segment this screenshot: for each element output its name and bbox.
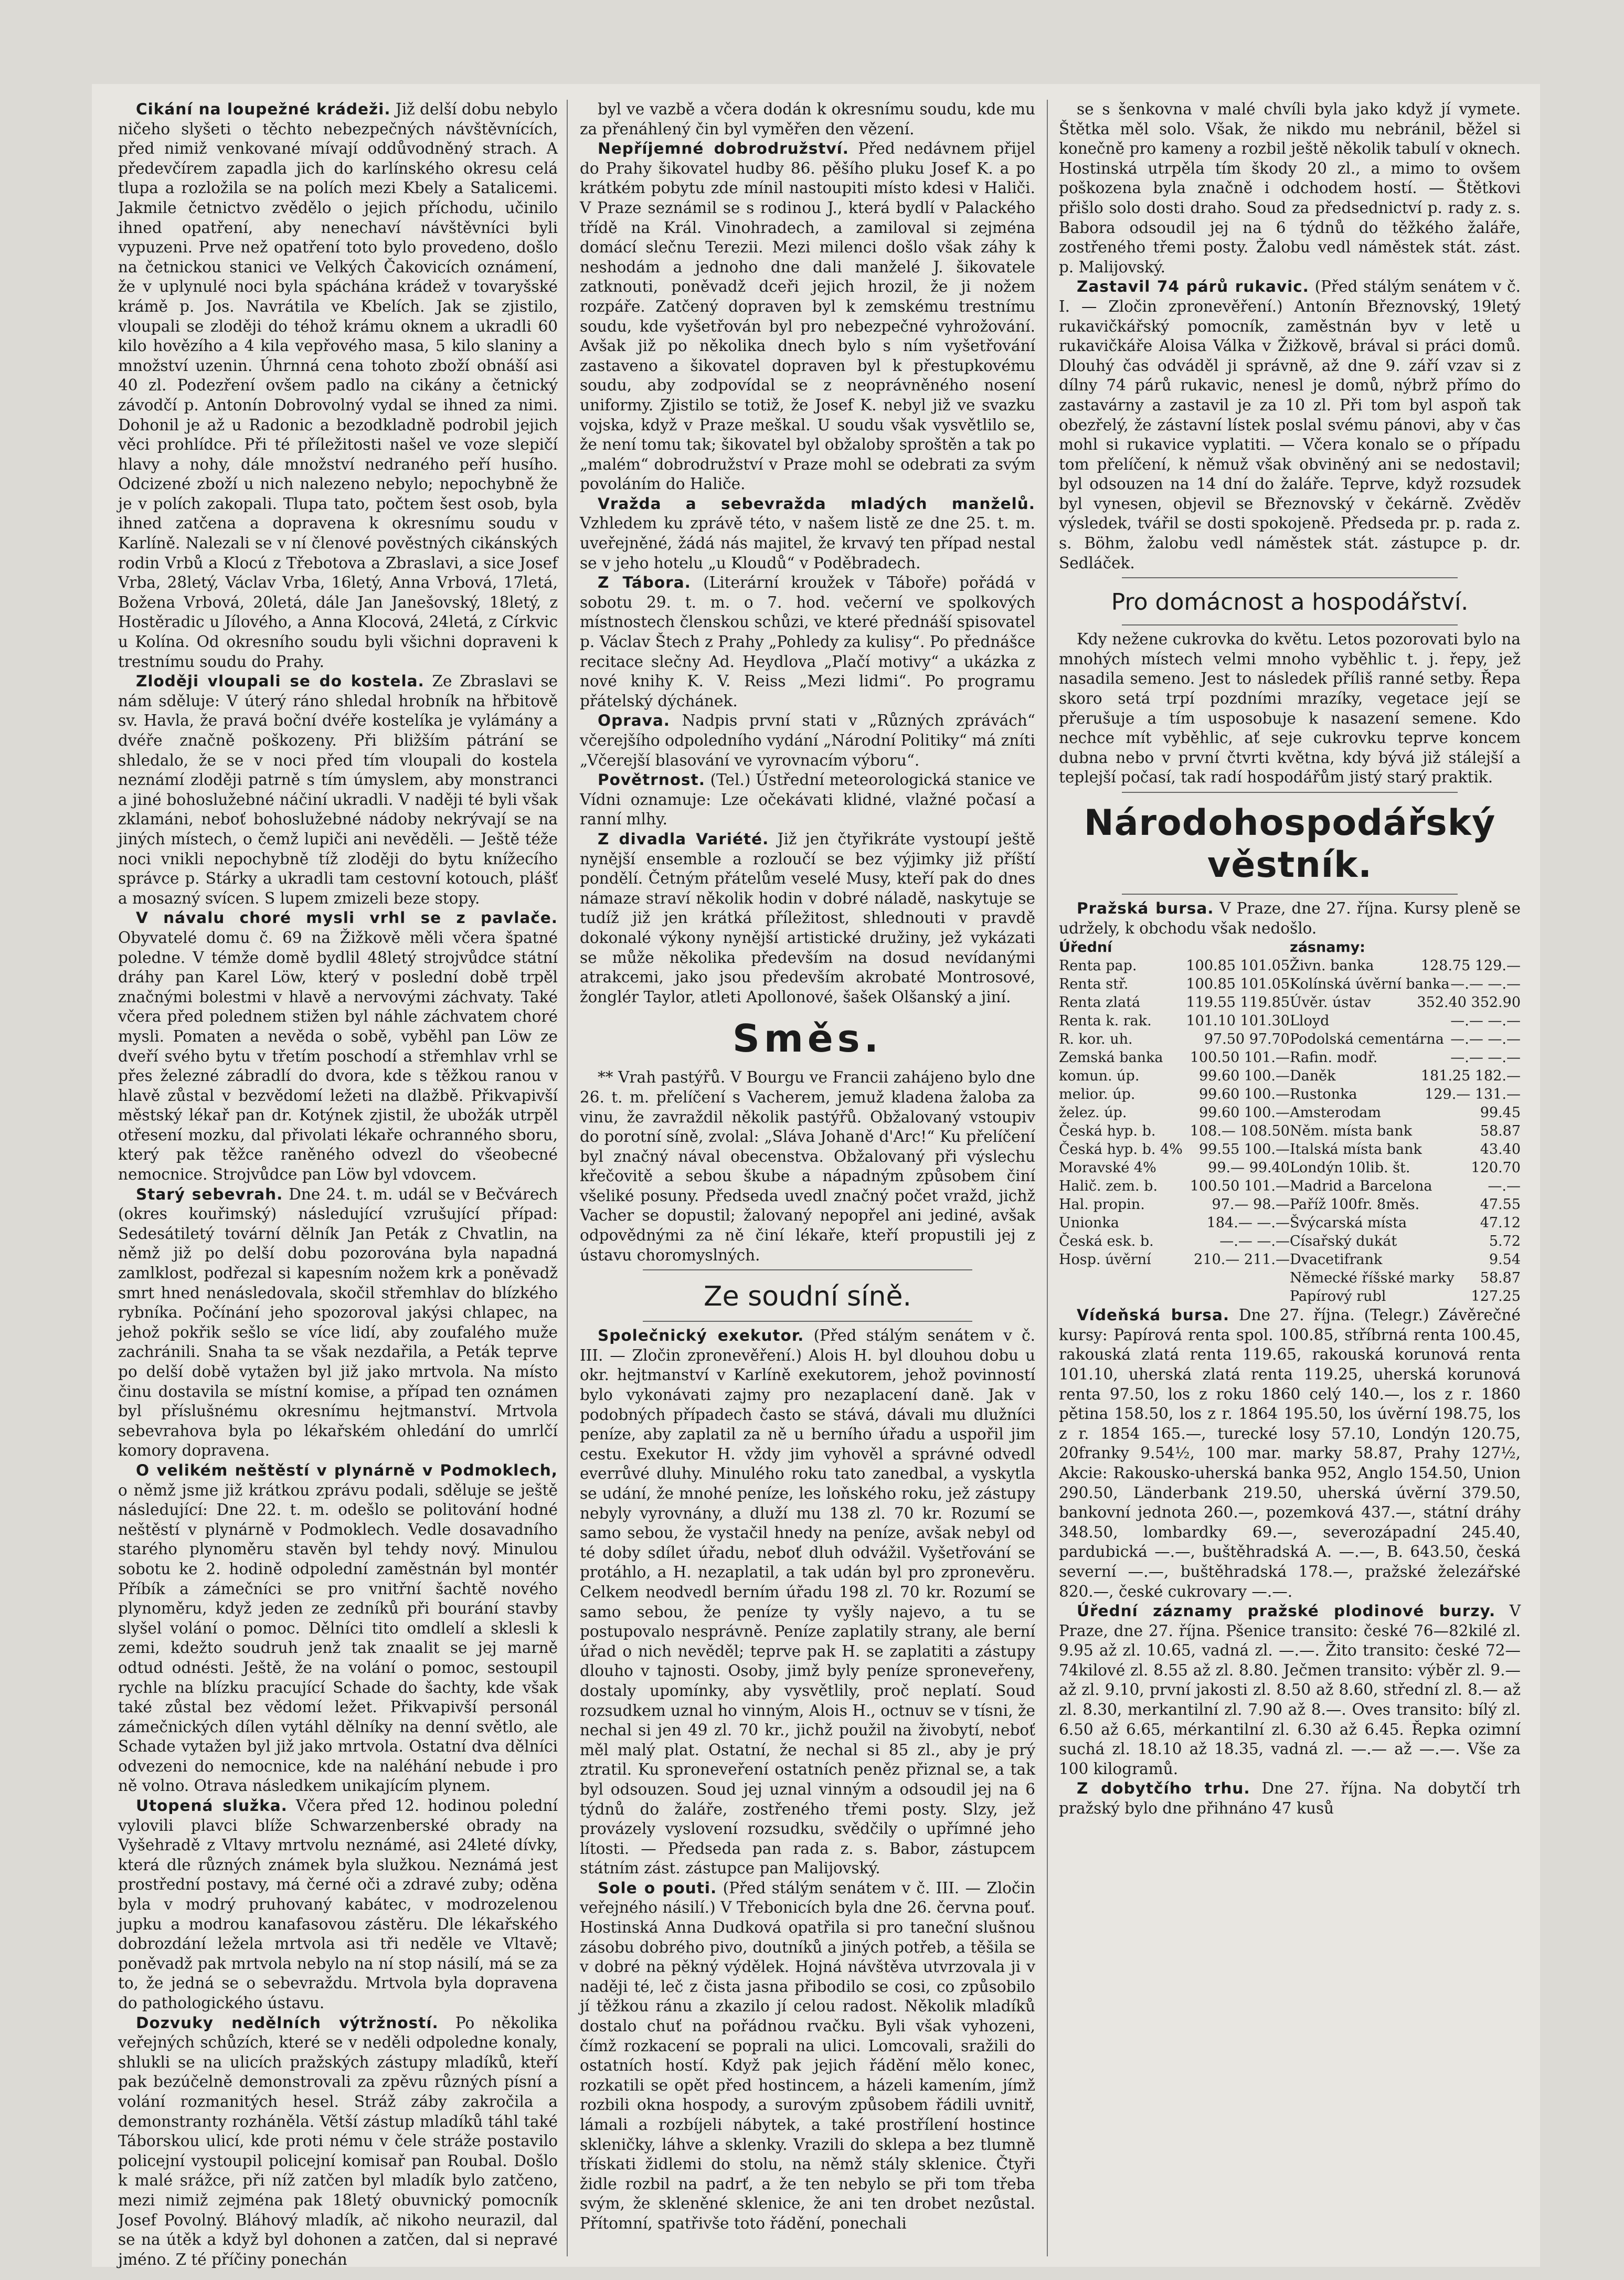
article: Z divadla Variété. Již jen čtyřikráte vystoupí ještě nynější ensemble a rozloučí se bez výjimky již příští pondělí. Četným přátelům veselé Musy, kteří pak do dnes námaze straví několik hodin v dobré náladě, naskytuje se tudíž již jen krátká příležitost, shlednouti v pravdě dokonalé výkony nynější artistické družiny, jež vykázati se může několika především na dosud nevídanými atrakcemi, jako jsou především akrobaté Montrosové, žonglér Taylor, atleti Apollonové, šašek Olšanský a jiní. — [580, 830, 1035, 1006]
bourse-cell-left — [1059, 1214, 1290, 1232]
bourse-row — [1059, 993, 1521, 1012]
security-price: 120.70 — [1471, 1160, 1521, 1176]
column-1 — [118, 100, 558, 2268]
security-name: Papírový rubl — [1290, 1288, 1386, 1305]
column-2 — [580, 100, 1035, 2256]
bourse-cell-left — [1059, 1287, 1290, 1306]
security-price: —.— —.— — [1450, 1031, 1521, 1048]
bourse-cell-right — [1290, 1067, 1521, 1085]
divider — [1122, 792, 1458, 793]
divider — [643, 1269, 972, 1270]
security-name: Londýn 10lib. št. — [1290, 1160, 1410, 1176]
section-title-court: Ze soudní síně. — [704, 1281, 911, 1313]
security-name: Renta pap. — [1059, 958, 1137, 974]
security-price: 128.75 129.— — [1420, 958, 1521, 974]
bourse-cell-right — [1290, 975, 1521, 993]
security-price: 210.— 211.— — [1194, 1252, 1290, 1268]
bourse-cell-right — [1290, 1214, 1521, 1232]
security-price: 97.— 98.— — [1212, 1196, 1290, 1213]
article: Utopená služka. Včera před 12. hodinou polední vylovili plavci blíže Schwarzenberské obrady na Vyšehradě z Vltavy mrtvolu neznámé, asi 24leté dívky, která dle různých známek byla služkou. Neznámá jest prostřední postavy, má černé oči a zdravé zuby; oděna byla v modrý pruhovaný kabátec, v modrozelenou jupku a modrou kanafasovou zástěru. Dle lékařského dobrozdání ležela mrtvola asi tři neděle ve Vltavě; poněvadž pak mrtvola nebylo na ní stop násilí, má se za to, že jedná se o sebevraždu. Mrtvola byla dopravena do pathologického ústavu. — [118, 1797, 558, 2012]
bourse-row — [1059, 1122, 1521, 1140]
security-name: Hal. propin. — [1059, 1196, 1145, 1213]
security-price: 184.— —.— — [1206, 1215, 1290, 1232]
article: Zloději vloupali se do kostela. Ze Zbraslavi se nám sděluje: V úterý ráno shledal hrobník na hřbitově sv. Havla, že pravá boční dvéře kostelíka je vylámány a dvéře značně poškozeny. Při bližším pátrání se shledalo, že se v noci před tím vloupali do kostela neznámí zloději patrně s tím úmyslem, aby monstranci a jiné bohoslužebné náčiní ukradli. V naději té byli však zklamáni, neboť bohoslužebné nádoby nekrývají se na jiných místech, o čemž lupiči ani nevěděli. — Ještě téže noci vnikli nepochybně tíž zloději do bytu knížecího správce p. Stárky a ukradli tam cestovní kotouch, plášť a mosazný svícen. S lupem zmizeli beze stopy. — [118, 672, 558, 907]
security-price: 99.60 100.— — [1199, 1086, 1290, 1103]
divider — [643, 1321, 972, 1322]
security-price: —.— —.— — [1219, 1233, 1290, 1250]
bourse-cell-right — [1290, 1250, 1521, 1269]
security-name: Česká esk. b. — [1059, 1233, 1154, 1250]
bourse-cell-right — [1290, 1140, 1521, 1159]
security-name: Německé říšské marky — [1290, 1270, 1455, 1287]
bourse-row — [1059, 1012, 1521, 1030]
bourse-row — [1059, 1250, 1521, 1269]
security-name: želez. úp. — [1059, 1105, 1127, 1121]
bourse-cell-left — [1059, 1140, 1290, 1159]
bourse-cell-right — [1290, 1012, 1521, 1030]
security-name: Italská místa bank — [1290, 1141, 1422, 1158]
bourse-row — [1059, 1067, 1521, 1085]
security-price: —.— —.— — [1450, 976, 1521, 993]
bourse-row — [1059, 1214, 1521, 1232]
bourse-row — [1059, 975, 1521, 993]
security-name: Rustonka — [1290, 1086, 1357, 1103]
bourse-table — [1059, 938, 1521, 1306]
security-price: 100.50 101.— — [1190, 1049, 1290, 1066]
security-name: Renta stř. — [1059, 976, 1129, 993]
divider — [1122, 894, 1458, 895]
bourse-cell-left — [1059, 1030, 1290, 1048]
security-price: 99.60 100.— — [1199, 1105, 1290, 1121]
bourse-header: Úřední zásnamy: — [1059, 939, 1365, 956]
bourse-cell-right — [1290, 1195, 1521, 1214]
bourse-cell-left — [1059, 975, 1290, 993]
security-name: Halič. zem. b. — [1059, 1178, 1158, 1195]
bourse-row — [1059, 1140, 1521, 1159]
security-price: 127.25 — [1471, 1288, 1521, 1305]
security-price: 97.50 97.70 — [1204, 1031, 1290, 1048]
bourse-cell-right — [1290, 1030, 1521, 1048]
bourse-cell-left — [1059, 1048, 1290, 1067]
security-price: 108.— 108.50 — [1190, 1123, 1290, 1140]
security-price: 101.10 101.30 — [1186, 1013, 1290, 1030]
bourse-cell-left — [1059, 1177, 1290, 1195]
security-name: Zemská banka — [1059, 1049, 1163, 1066]
article: Z Tábora. (Literární kroužek v Táboře) pořádá v sobotu 29. t. m. o 7. hod. večerní ve spolkových místnostech členskou schůzi, ve které přednáší spisovatel p. Václav Štech z Prahy „Pohledy za kulisy“. Po přednášce recitace slečny Ad. Heydlova „Plačí motivy“ a ukázka z nové knihy K. V. Reiss „Mezi lidmi“. Po programu přátelský dýchánek. — [580, 574, 1035, 710]
column-rule — [567, 100, 568, 2256]
article: Povětrnost. (Tel.) Ústřední meteorologická stanice ve Vídni oznamuje: Lze očekávati klidné, vlažné počasí a ranní mlhy. — [580, 771, 1035, 829]
bourse-cell-right — [1290, 1122, 1521, 1140]
security-price: 58.87 — [1480, 1270, 1521, 1287]
bourse-cell-right — [1290, 1232, 1521, 1250]
bourse-row — [1059, 1232, 1521, 1250]
bourse-row — [1059, 1269, 1521, 1287]
article: Společnický exekutor. (Před stálým senátem v č. III. — Zločin zpronevěření.) Alois H. byl dlouhou dobu u okr. hejtmanství v Karlíně exekutorem, jehož povinností bylo vykonávati zajmy pro nezaplacení daně. Jak v podobných případech často se stává, dávali mu dlužníci peníze, aby zaplatil za ně u berního úřadu a uspořil jim cestu. Exekutor H. vždy jim vyhověl a správné odvedl everrůvé dluhy. Minulého roku tato zanedbal, a vyskytla se udání, že mnohé peníze, les loňského roku, jež zástupy nebyly vyrovnány, a dluží mu 138 zl. 70 kr. Rozumí se samo sebou, že vystačil hnedy na peníze, avšak nebyl od té doby sdílet úřadu, neboť dluh odvážil. Vyšetřování se protáhlo, a H. nezaplatil, a tak udán byl pro zpronevěru. Celkem neodvedl berním úřadu 198 zl. 70 kr. Rozumí se samo sebou, že peníze ty vyšly najevo, a tu se postupovalo nesprávně. Peníze zaplatily strany, ale berní úřad o nich nevěděl; teprve pak H. se zaplatiti a zástupy dlouho v tajnosti. Osoby, jimž byly peníze sproneveřeny, dostaly upomínky, aby vysvětlily, proč neplatí. Soud rozsudkem uznal ho vinným, Alois H., octnuv se v tísni, že nechal si jen 49 zl. 70 kr., jichž použil na živobytí, neboť měl malý plat. Ostatní, že nechal si 85 zl., aby je prý ztratil. Ku sproneveření ostatních peněz přiznal se, a tak byl odsouzen. Soud jej uznal vinným a odsoudil jej na 6 týdnů do žaláře, zostřeného třemi posty. Slzy, jež provázely vyslovení rozsudku, svědčily o upřímné jeho lítosti. — Předseda pan rada z. s. Babor, zástupcem státním zást. zástupce pan Malijovský. — [580, 1327, 1035, 1878]
security-price: 47.55 — [1480, 1196, 1521, 1213]
bourse-cell-left — [1059, 1250, 1290, 1269]
security-price: 181.25 182.— — [1420, 1068, 1521, 1085]
security-name: Císařský dukát — [1290, 1233, 1397, 1250]
security-price: 100.85 101.05 — [1186, 958, 1290, 974]
column-3 — [1059, 100, 1521, 2256]
bourse-cell-left — [1059, 1104, 1290, 1122]
bourse-cell-right — [1290, 1287, 1521, 1306]
bourse-row — [1059, 1177, 1521, 1195]
bourse-cell-right — [1290, 957, 1521, 975]
divider — [1122, 577, 1458, 578]
security-name: Hosp. úvěrní — [1059, 1252, 1151, 1268]
security-name: Rafin. modř. — [1290, 1049, 1378, 1066]
article: Oprava. Nadpis první stati v „Různých zprávách“ včerejšího odpoledního vydání „Národní Politiky“ má zníti „Včerejší blasování ve vyrovnacím výboru“. — [580, 712, 1035, 769]
security-name: Švýcarská místa — [1290, 1215, 1407, 1232]
bourse-cell-left — [1059, 1195, 1290, 1214]
bourse-row — [1059, 1104, 1521, 1122]
security-name: Kolínská úvěrní banka — [1290, 976, 1450, 993]
bourse-cell-right — [1290, 1269, 1521, 1287]
newspaper-page — [92, 84, 1540, 2267]
security-name: Paříž 100fr. 8měs. — [1290, 1196, 1420, 1213]
bourse-cell-right — [1290, 1159, 1521, 1177]
bourse-cell-right — [1290, 1085, 1521, 1104]
article: Dozvuky nedělních výtržností. Po několika veřejných schůzích, které se v neděli odpoledne konaly, shlukli se na ulicích pražských zástupy mladíků, kteří pak bezúčelně demonstrovali za zpěvu různých písní a volání rozmanitých hesel. Stráž záby zakročila a demonstranty rozháněla. Větší zástup mladíků táhl také Táborskou ulicí, kde proti nému v čele stráže postavilo policejní vystoupil policejní komisař pan Roubal. Došlo k malé srážce, při níž zatčen byl mladík bylo zatčeno, mezi nimiž zejména pak 18letý obuvnický pomocník Josef Povolný. Bláhový mladík, ač nikoho neurazil, dal se na útěk a když byl dohonen a zatčen, dal si nepravé jméno. Z té příčiny ponechán — [118, 2013, 558, 2268]
security-name: Podolská cementárna — [1290, 1031, 1444, 1048]
bourse-cell-right — [1290, 1104, 1521, 1122]
security-name: Daněk — [1290, 1068, 1336, 1085]
security-price: 99.55 100.— — [1199, 1141, 1290, 1158]
security-name: Madrid a Barcelona — [1290, 1178, 1432, 1195]
bourse-cell-right — [1290, 1048, 1521, 1067]
security-price: 43.40 — [1480, 1141, 1521, 1158]
section-title-smes: Směs. — [733, 1016, 883, 1061]
security-name: Moravské 4% — [1059, 1160, 1156, 1176]
bourse-cell-left — [1059, 1159, 1290, 1177]
security-price: 9.54 — [1489, 1252, 1521, 1268]
article: Úřední záznamy pražské plodinové burzy. V Praze, dne 27. října. Pšenice transito: české 76—82kilé zl. 9.95 až zl. 10.65, vadná zl. —.—. Žito transito: české 72—74kilové zl. 8.55 až zl. 8.80. Ječmen transito: výběr zl. 9.— až zl. 9.10, první jakosti zl. 8.50 až 8.60, střední zl. 8.— až zl. 8.30, merkantilní zl. 7.90 až 8.—. Oves transito: bílý zl. 6.50 až 6.65, mérkantilní zl. 6.30 až 6.45. Řepka ozimní suchá zl. 18.10 až 18.35, vadná zl. —.— až —.—. Vše za 100 kilogramů. — [1059, 1602, 1521, 1778]
article: Cikání na loupežné krádeži. Již delší dobu nebylo ničeho slyšeti o těchto nebezpečných návštěvnících, před nimiž venkované mívají oddůvodněný strach. A předevčírem zapadla jich do karlínského okresu celá tlupa a rozložila se na polích mezi Kbely a Satalicemi. Jakmile četnictvo zvědělo o jejich příchodu, učinilo ihned opatření, aby nenechaví návštěvníci byli vypuzeni. Prve než opatření toto bylo provedeno, došlo na četnickou stanici ve Velkých Čakovicích oznámení, že v uplynulé noci byla spáchána krádež v tovaryšské krámě p. Jos. Navrátila ve Kbelích. Jak se zjistilo, vloupali se zloději do téhož krámu oknem a ukradli 60 kilo hovězího a 4 kila vepřového masa, 5 kilo slaniny a množství uzenin. Úhrnná cena tohoto zboží obnáší asi 40 zl. Podezření ovšem padlo na cikány a četnický závodčí p. Antonín Dobrovolný vydal se ihned za nimi. Dohonil je až u Radonic a bezodkladně podrobil jejich věci prohlídce. Při té příležitosti našel ve voze slepičí hlavy a nohy, dále množství nedraného peří husího. Odcizené zboží u nich nalezeno nebylo; nepochybně že je v polích zakopali. Tlupa tato, počtem šest osob, byla ihned zatčena a dopravena k okresnímu soudu v Karlíně. Nalezali se v ní členové pověstných cikánských rodin Vrbů a Klocú z Třebotova a Zbraslavi, a sice Josef Vrba, 28letý, Václav Vrba, 16letý, Anna Vrbová, 17letá, Božena Vrbová, 20letá, dále Jan Janešovský, 18letý, z Hostěradic u Jílového, a Anna Klocová, 24letá, z Církvic u Kolína. Od okresního soudu byli všichni dopraveni k trestnímu soudu do Prahy. — [118, 100, 558, 671]
security-name: R. kor. uh. — [1059, 1031, 1133, 1048]
section-title-economy: Národohospodářský věstník. — [1084, 802, 1496, 886]
article: Vražda a sebevražda mladých manželů. Vzhledem ku zprávě této, v našem listě ze dne 25. t. m. uveřejněné, žádá nás majitel, že krvavý ten případ nestal se v jeho hotelu „u Kloudů“ v Poděbradech. — [580, 494, 1035, 572]
article: O velikém neštěstí v plynárně v Podmoklech, o němž jsme již krátkou zprávu podali, sděluje se ještě následující: Dne 22. t. m. odešlo se politování hodné neštěstí v plynárně v Podmoklech. Vedle dosavadního starého plynoměru stavěn byl tehdy nový. Minulou sobotu ke 2. hodině odpolední zaměstnán byl montér Příbík a zámečníci se pro vnitřní šachtě nového plynoměru, když jeden ze zedníků při bourání stavby slyšel volání o pomoc. Dělníci tito omdlelí a sklesli k zemi, kdežto soudruh jenž tak znaalit se jej marně odtud odnésti. Ještě, že na volání o pomoc, sestoupil rychle na blízku pracující Schade do šachty, kde však také zůstal bez vědomí ležet. Přikvapivší personál zámečnických dílen vytáhl dělníky na denní světlo, ale Schade vytažen byl již jako mrtvola. Ostatní dva dělníci odvezeni do nemocnice, kde na naléhání nebude i pro ně volno. Otrava následkem unikajícím plynem. — [118, 1461, 558, 1795]
security-name: Něm. místa bank — [1290, 1123, 1413, 1140]
bourse-intro: Pražská bursa. V Praze, dne 27. října. Kursy pleně se udržely, k obchodu však nedošlo. — [1059, 899, 1521, 937]
article: Vídeňská bursa. Dne 27. října. (Telegr.) Závěrečné kursy: Papírová renta spol. 100.85, stříbrná renta 100.45, rakouská zlatá renta 119.65, rakouská korunová renta 101.10, uherská zlatá renta 119.25, uherská korunová renta 97.50, los z roku 1860 celý 140.—, los z r. 1860 pětina 158.50, los z r. 1864 195.50, los úvěrní 198.75, los z r. 1854 165.—, turecké losy 57.10, Londýn 120.75, 20franky 9.54½, 100 mar. marky 58.87, Prahy 127½, Akcie: Rakousko-uherská banka 952, Anglo 154.50, Union 290.50, Länderbank 219.50, uherská úvěrní 379.50, bankovní jednota 260.—, pozemková 437.—, státní dráhy 348.50, lombardky 69.—, severozápadní 245.40, pardubická —.—, buštěhradská A. —.—, B. 643.50, česká severní —.—, buštěhradská 178.—, pražské železářské 820.—, české cukrovary —.—. — [1059, 1306, 1521, 1600]
bourse-row — [1059, 1195, 1521, 1214]
security-price: —.— —.— — [1450, 1013, 1521, 1030]
article: Kdy nežene cukrovka do květu. Letos pozorovati bylo na mnohých místech velmi mnoho vyběhlic t. j. řepy, jež nasadila semeno. Jest to následek příliš ranné setby. Řepa skoro setá trpí pozdními mrazíky, vegetace její se přerušuje a tím usposobuje k nasazení semene. Kdo nechce mít vyběhlic, ať seje cukrovku teprve koncem dubna nebo v první čtvrti května, kdy bývá již stálejší a teplejší počasí, tak radí hospodářům jistý starý praktik. — [1059, 630, 1521, 787]
security-price: —.— — [1488, 1178, 1521, 1195]
section-title-home: Pro domácnost a hospodářství. — [1111, 589, 1469, 616]
article: V návalu choré mysli vrhl se z pavlače. Obyvatelé domu č. 69 na Žižkově měli včera špatné poledne. V témže domě bydlil 48letý strojvůdce státní dráhy pan Karel Löw, který v poslední době trpěl značnými bolestmi v hlavě a nervovými záchvaty. Také včera před polednem stižen byl náhle záchvatem choré mysli. Pomaten a nevěda o sobě, vyběhl pan Löw ze dveří svého bytu v třetím poschodí a střemhlav vrhl se přes železné zábradlí do dvora, kde s těžkou ranou v hlavě zůstal v bezvědomí ležeti na dlažbě. Přikvapivší městský lékař pan dr. Kotýnek zjistil, že ubožák utrpěl otřesení mozku, dal přivolati lékaře ochranného sboru, který pak těžce raněného odvezl do všeobecné nemocnice. Strojvůdce pan Löw byl vdovcem. — [118, 909, 558, 1184]
bourse-row — [1059, 957, 1521, 975]
security-price: 99.45 — [1480, 1105, 1521, 1121]
bourse-cell-left — [1059, 1012, 1290, 1030]
security-name: Amsterodam — [1290, 1105, 1381, 1121]
bourse-row — [1059, 1085, 1521, 1104]
security-name: Lloyd — [1290, 1013, 1330, 1030]
bourse-cell-left — [1059, 1269, 1290, 1287]
security-price: 99.60 100.— — [1199, 1068, 1290, 1085]
security-name: Česká hyp. b. 4% — [1059, 1141, 1183, 1158]
security-price: 47.12 — [1480, 1215, 1521, 1232]
security-price: 129.— 131.— — [1425, 1086, 1521, 1103]
security-price: 100.50 101.— — [1190, 1178, 1290, 1195]
bourse-cell-left — [1059, 1232, 1290, 1250]
article: Starý sebevrah. Dne 24. t. m. udál se v Bečvárech (okres kouřimský) následující vzrušující případ: Sedesátiletý tovární dělník Jan Peták z Chvatlin, na němž již po delší dobu pozorována byla napadná zamlklost, podřezal si kapesním nožem krk a poněvadž smrt hned nenásledovala, skočil střemhlav do blízkého rybníka. Počínání jeho spozoroval jakýsi chlapec, na jehož pokřik sešlo se více lidí, aby zoufalého muže zachránili. Snaha ta se však nezdařila, a Peták teprve po delší době vytažen byl již jako mrtvola. Na místo činu dostavila se místní komise, a případ ten oznámen byl příslušnému okresnímu hejtmanství. Mrtvola sebevrahova byla po lékařském ohledání do umrlčí komory dopravena. — [118, 1185, 558, 1460]
article: se s šenkovna v malé chvíli byla jako když jí vymete. Štětka měl solo. Však, že nikdo mu nebránil, běžel si konečně pro kameny a rozbil ještě několik tabulí v oknech. Hostinská utrpěla tím škody 20 zl., a mimo to ovšem poškozena byla značně i odchodem hostí. — Štětkovi přišlo solo dosti draho. Soud za předsednictví p. rady z. s. Babora odsoudil jej na 6 týdnů do těžkého žaláře, zostřeného třemi posty. Žalobu vedl náměstek stát. zást. p. Malijovský. — [1059, 100, 1521, 276]
bourse-row — [1059, 1287, 1521, 1306]
security-name: Živn. banka — [1290, 958, 1374, 974]
article: byl ve vazbě a včera dodán k okresnímu soudu, kde mu za přenáhlený čin byl vyměřen den vězení. — [580, 100, 1035, 138]
bourse-cell-left — [1059, 1067, 1290, 1085]
security-name: Renta zlatá — [1059, 994, 1141, 1011]
bourse-cell-right — [1290, 993, 1521, 1012]
bourse-cell-left — [1059, 957, 1290, 975]
article: Sole o pouti. (Před stálým senátem v č. III. — Zločin veřejného násilí.) V Třebonicích byla dne 26. června pouť. Hostinská Anna Dudková opatřila si pro taneční slušnou zásobu dobrého pivo, doutníků a jiných potřeb, a těšila se v dobré na pěkný výdělek. Hojná návštěva utvrzovala ji v naději té, leč z čista jasna přibodilo se cosi, co způsobilo jí těžkou ránu a zkazilo jí celou radost. Několik mladíků dostalo chuť na pořádnou rvačku. Byli však vyhozeni, čímž rozkacení se poprali na ulici. Lomcovali, sražili do ostatních hostí. Když pak jejich řádění mělo konec, rozkatili se opět před hostincem, a házeli kamením, jímž rozbili okna hospody, a surovým způsobem řádili uvnitř, lámali a rozbíjeli nábytek, a také prostřílení hostince skleničky, láhve a sklenky. Vrazili do sklepa a bez tlumně třískati židlemi do stolu, na němž stály sklenice. Čtyři židle rozbil na padrť, a že ten nebylo se při tom třeba svým, že skleněné sklenice, že ani ten drobet nezůstal. Přítomní, spatřivše toto řádění, ponechali — [580, 1879, 1035, 2232]
security-name: Renta k. rak. — [1059, 1013, 1152, 1030]
security-price: —.— —.— — [1450, 1049, 1521, 1066]
security-name: Úvěr. ústav — [1290, 994, 1371, 1011]
article: Zastavil 74 párů rukavic. (Před stálým senátem v č. I. — Zločin zpronevěření.) Antonín Březnovský, 19letý rukavičkářský pomocník, zaměstnán byv v letě u rukavičkáře Aloisa Válka v Žižkově, brával si práci domů. Dlouhý čas odváděl ji správně, až dne 9. září vzav si z dílny 74 párů rukavic, nenesl je domů, nýbrž přímo do zastavárny a zastavil je za 10 zl. Při tom byl aspoň tak obezřelý, že zástavní lístek poslal svému pánovi, aby v čas mohl si rukavice vyplatiti. — Včera konalo se o případu tom přelíčení, k němuž však obviněný ani se nedostavil; byl odsouzen na 14 dní do žaláře. Teprve, když rozsudek byl vynesen, objevil se Březnovský v čekárně. Zvěděv výsledek, tvářil se dosti spokojeně. Předseda pr. p. rada z. s. Böhm, žalobu vedl náměstek stát. zástupce p. dr. Sedláček. — [1059, 278, 1521, 572]
bourse-cell-right — [1290, 1177, 1521, 1195]
article: ** Vrah pastýřů. V Bourgu ve Francii zahájeno bylo dne 26. t. m. přelíčení s Vacherem, jemuž kladena žaloba za vinu, že zavraždil několik pastýřů. Obžalovaný vstoupiv do porotní síně, zvolal: „Sláva Johaně d'Arc!“ Ku přelíčení byl značný nával obecenstva. Obžalovaný při výslechu křečovitě a sebou škube a nápadným způsobem činí všeliké posuny. Předseda uvedl značný počet vražd, jichž Vacher se dopustil; žalovaný nepopřel ani jediné, avšak odpovědnými za ně činí lékaře, kteří propustili jej z ústavu choromyslných. — [580, 1068, 1035, 1264]
security-name: Dvacetifrank — [1290, 1252, 1383, 1268]
security-price: 58.87 — [1480, 1123, 1521, 1140]
bourse-row — [1059, 1030, 1521, 1048]
security-price: 352.40 352.90 — [1417, 994, 1521, 1011]
security-name: Česká hyp. b. — [1059, 1123, 1156, 1140]
column-rule — [1047, 100, 1048, 2256]
security-price: 99.— 99.40 — [1208, 1160, 1290, 1176]
security-name: melior. úp. — [1059, 1086, 1135, 1103]
bourse-rows — [1059, 957, 1521, 1306]
article: Z dobytčího trhu. Dne 27. října. Na dobytčí trh pražský bylo dne přihnáno 47 kusů — [1059, 1779, 1521, 1818]
bourse-cell-left — [1059, 993, 1290, 1012]
security-name: Unionka — [1059, 1215, 1119, 1232]
bourse-cell-left — [1059, 1085, 1290, 1104]
divider — [1122, 624, 1458, 625]
security-price: 119.55 119.85 — [1186, 994, 1290, 1011]
security-name: komun. úp. — [1059, 1068, 1140, 1085]
security-price: 5.72 — [1489, 1233, 1521, 1250]
bourse-row — [1059, 1159, 1521, 1177]
bourse-cell-left — [1059, 1122, 1290, 1140]
security-price: 100.85 101.05 — [1186, 976, 1290, 993]
article: Nepříjemné dobrodružství. Před nedávnem přijel do Prahy šikovatel hudby 86. pěšího pluku Josef K. a po krátkém pobytu zde mínil nastoupiti místo kdesi v Haliči. V Praze seznámil se s rodinou J., která bydlí v Palackého třídě na Král. Vinohradech, a zamiloval si zejména domácí slečnu Terezii. Mezi milenci došlo však záhy k neshodám a jednoho dne dali manželé J. šikovatele zatknouti, poněvadž dceři jejich hrozil, že ji nožem rozpáře. Zatčený dopraven byl k zemskému trestnímu soudu, kde vyšetřován byl pro nebezpečné vyhrožování. Avšak již po několika dnech bylo s ním vyšetřování zastaveno a šikovatel dopraven byl k přestupkovému soudu, aby zodpovídal se z neoprávněného nosení uniformy. Zjistilo se totiž, že Josef K. nebyl již ve svazku vojska, když v Praze meškal. U soudu však vysvětlilo se, že není tomu tak; šikovatel byl obžaloby sproštěn a tak po „malém“ dobrodružství v Praze mohl se odebrati za svým povoláním do Haliče. — [580, 140, 1035, 493]
bourse-row — [1059, 1048, 1521, 1067]
